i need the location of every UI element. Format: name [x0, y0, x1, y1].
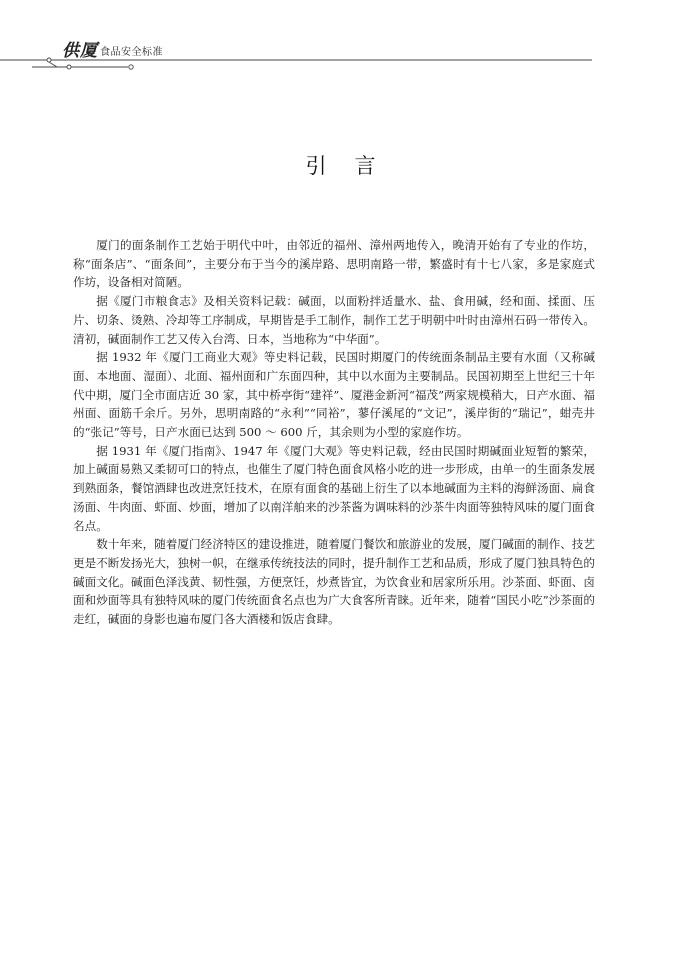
page-title: 引言: [305, 154, 404, 178]
page-header: [0, 0, 681, 80]
series-logo: 供厦: [62, 41, 98, 61]
series-name: 食品安全标准: [100, 47, 163, 58]
paragraph: 据 1932 年《厦门工商业大观》等史料记载，民国时期厦门的传统面条制品主要有水面（又称碱面、本地面、湿面）、北面、福州面和广东面四种，其中以水面为主要制品。民国初期至上世纪三十年代中期，厦门全市面店近 30 家，其中桥亭街“建祥”、厦港金新河“福茂”两家规模稍大，日产水面、福州面、面筋千余斤。另外，思明南路的“永利”“同裕”，蓼仔溪尾的“文记”，溪岸街的“瑞记”，蚶壳井的“张记”等号，日产水面已达到 500 ～ 600 斤，其余则为小型的家庭作坊。: [73, 350, 595, 440]
paragraph: 厦门的面条制作工艺始于明代中叶，由邻近的福州、漳州两地传入，晚清开始有了专业的作坊，称“面条店”、“面条间”，主要分布于当今的溪岸路、思明南路一带，繁盛时有十七八家，多是家庭式作坊，设备相对简陋。: [73, 238, 595, 290]
paragraph: 数十年来，随着厦门经济特区的建设推进，随着厦门餐饮和旅游业的发展，厦门碱面的制作、技艺更是不断发扬光大，独树一帜，在继承传统技法的同时，提升制作工艺和品质，形成了厦门独具特色的碱面文化。碱面色泽浅黄、韧性强，方便烹饪，炒煮皆宜，为饮食业和居家所乐用。沙茶面、虾面、卤面和炒面等具有独特风味的厦门传统面食名点也为广大食客所青睐。近年来，随着“国民小吃”沙茶面的走红，碱面的身影也遍布厦门各大酒楼和饭店食肆。: [73, 537, 595, 627]
body-text: [73, 236, 595, 629]
paragraph: 据《厦门市粮食志》及相关资料记载：碱面，以面粉拌适量水、盐、食用碱，经和面、揉面、压片、切条、烫熟、冷却等工序制成，早期皆是手工制作，制作工艺于明朝中叶时由漳州石码一带传入。清初，碱面制作工艺又传入台湾、日本，当地称为“中华面”。: [73, 294, 595, 346]
header-rule: [0, 54, 681, 74]
paragraph: 据 1931 年《厦门指南》、1947 年《厦门大观》等史料记载，经由民国时期碱面业短暂的繁荣，加上碱面易熟又柔韧可口的特点，也催生了厦门特色面食风格小吃的进一步形成，由单一的生面条发展到熟面条，餐馆酒肆也改进烹饪技术，在原有面食的基础上衍生了以本地碱面为主料的海鲜汤面、扁食汤面、牛肉面、虾面、炒面，增加了以南洋舶来的沙茶酱为调味料的沙茶牛肉面等独特风味的厦门面食名点。: [73, 443, 595, 533]
